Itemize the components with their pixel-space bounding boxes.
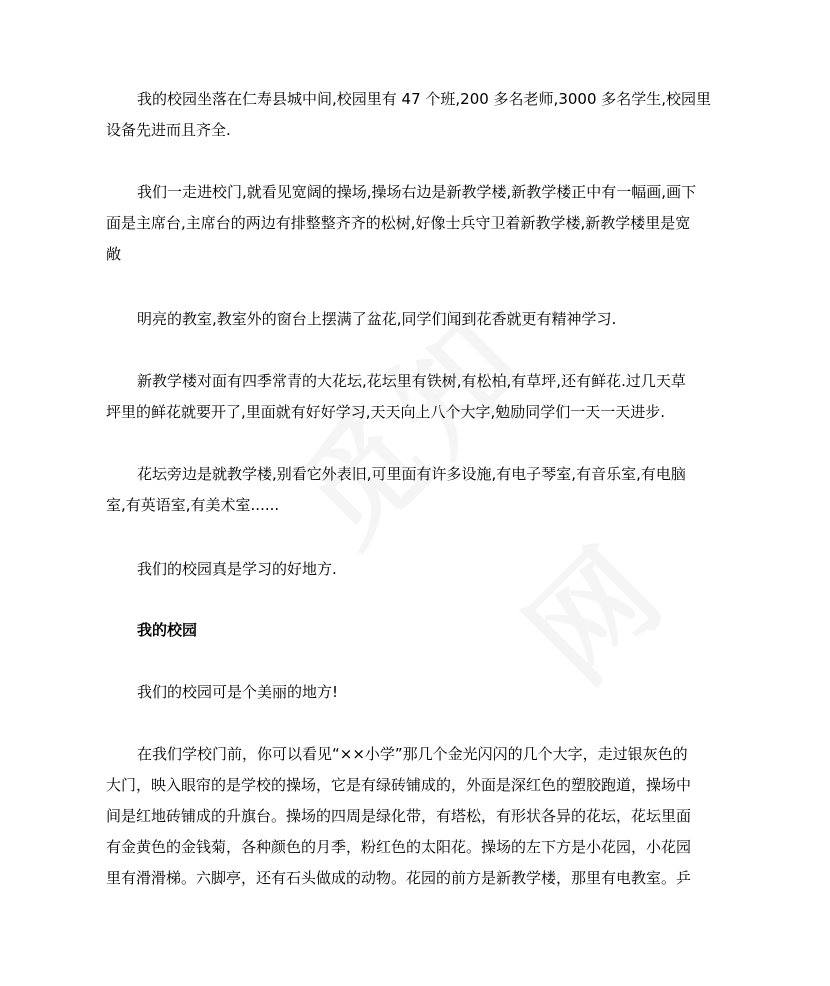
text-line: 新教学楼对面有四季常青的大花坛,花坛里有铁树,有松柏,有草坪,还有鲜花.过几天草 [137, 372, 686, 390]
text-line: 花坛旁边是就教学楼,别看它外表旧,可里面有许多设施,有电子琴室,有音乐室,有电脑 [137, 465, 686, 483]
text-line: 我们的校园可是个美丽的地方! [137, 683, 339, 701]
text-line: 明亮的教室,教室外的窗台上摆满了盆花,同学们闻到花香就更有精神学习. [137, 310, 617, 328]
paragraph-7 [106, 677, 731, 708]
paragraph-5 [106, 459, 731, 521]
text-line: 里有滑滑梯。六脚亭，还有石头做成的动物。花园的前方是新教学楼，那里有电教室。乒 [106, 869, 692, 887]
section-heading [106, 615, 731, 646]
paragraph-4 [106, 366, 731, 428]
text-line: 我的校园坐落在仁寿县城中间,校园里有 47 个班,200 多名老师,3000 多名学生,校园里 [137, 90, 712, 108]
paragraph-1 [106, 84, 731, 146]
paragraph-8 [106, 739, 731, 894]
text-line: 大门，映入眼帘的是学校的操场，它是有绿砖铺成的，外面是深红色的塑胶跑道，操场中 [106, 776, 692, 794]
text-line: 间是红地砖铺成的升旗台。操场的四周是绿化带，有塔松，有形状各异的花坛，花坛里面 [106, 807, 692, 825]
text-line: 室,有英语室,有美术室...... [106, 496, 280, 514]
text-line: 坪里的鲜花就要开了,里面就有好好学习,天天向上八个大字,勉励同学们一天一天进步. [106, 403, 666, 421]
text-line: 我们的校园真是学习的好地方. [137, 560, 337, 578]
text-line: 敞 [106, 245, 122, 263]
text-line: 设备先进而且齐全. [106, 121, 231, 139]
heading-text: 我的校园 [137, 621, 198, 639]
text-line: 我们一走进校门,就看见宽阔的操场,操场右边是新教学楼,新教学楼正中有一幅画,画下 [137, 183, 697, 201]
paragraph-6 [106, 554, 731, 585]
paragraph-3 [106, 304, 731, 335]
text-line: 有金黄色的金钱菊，各种颜色的月季，粉红色的太阳花。操场的左下方是小花园，小花园 [106, 838, 692, 856]
text-line: 在我们学校门前，你可以看见“××小学”那几个金光闪闪的几个大字，走过银灰色的 [137, 745, 688, 763]
paragraph-2 [106, 177, 731, 270]
text-line: 面是主席台,主席台的两边有排整整齐齐的松树,好像士兵守卫着新教学楼,新教学楼里是宽 [106, 214, 691, 232]
